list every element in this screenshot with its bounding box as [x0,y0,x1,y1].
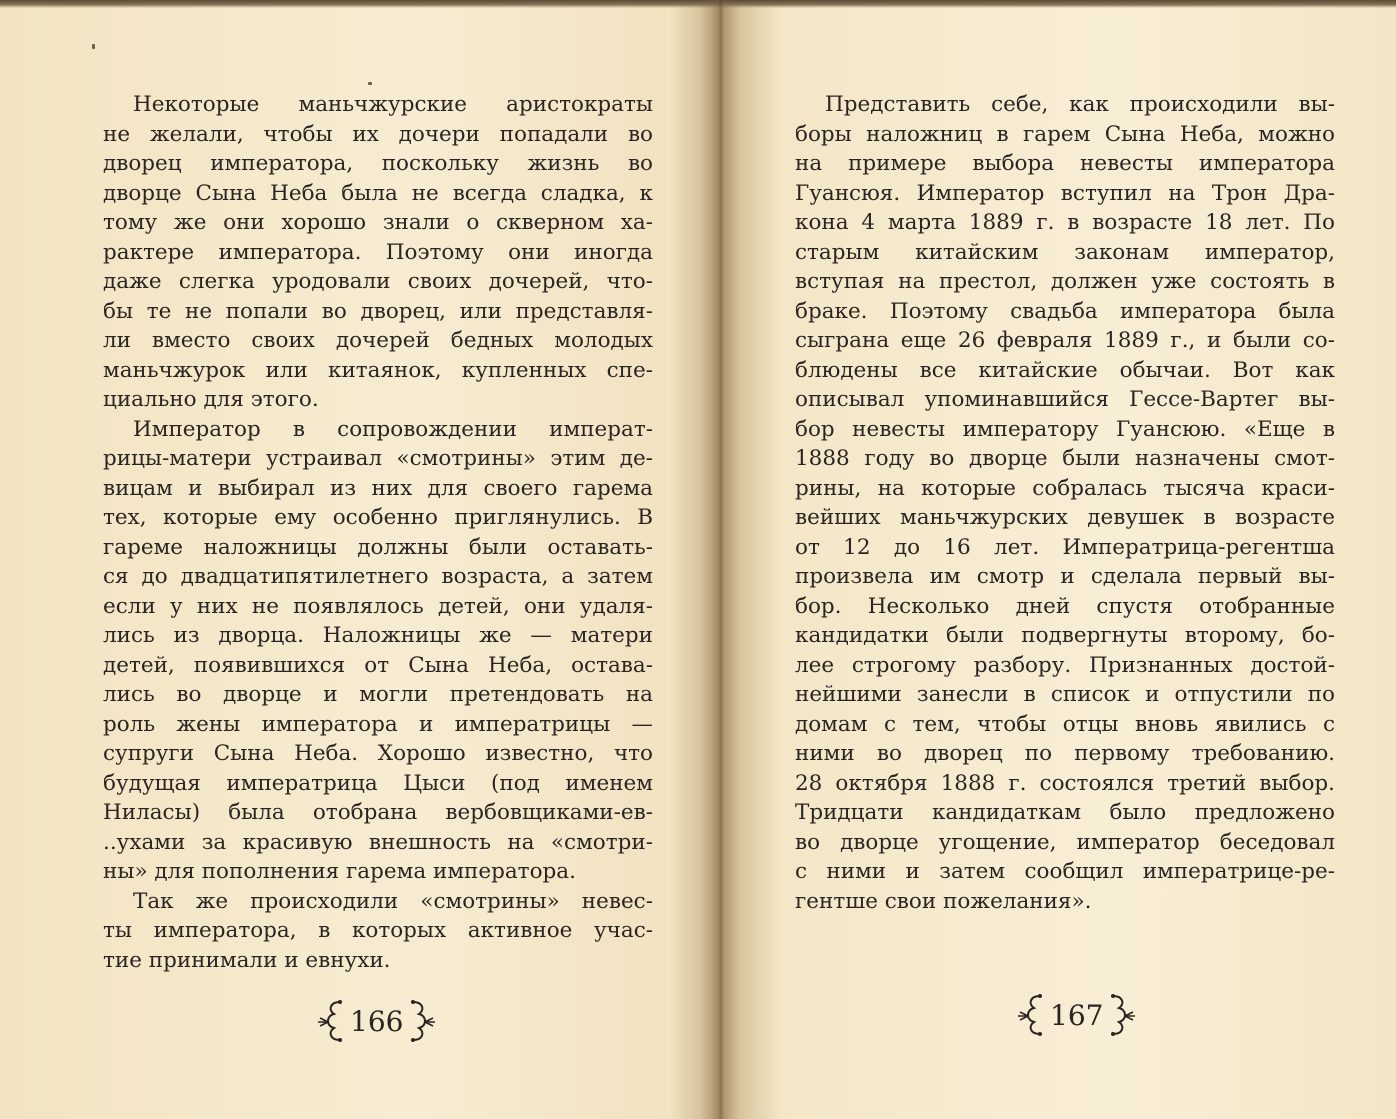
text-line: лее строгому разбору. Признанных достой- [795,652,1335,678]
text-line: описывал упоминавшийся Гессе-Вартег вы- [795,387,1335,412]
text-line: рактере императора. Поэтому они иногда [103,239,653,265]
text-line: рины, на которые собралась тысяча краси- [795,475,1335,501]
text-line: бор. Несколько дней спустя отобранные [795,593,1335,619]
right-page-text [795,90,1335,916]
text-line: лись во дворце и могли претендовать на [103,682,653,707]
ornament-left-icon [1016,990,1044,1040]
text-line: на примере выбора невесты императора [795,151,1335,176]
text-line: Император в сопровождении императ- [133,416,653,442]
text-line: супруги Сына Неба. Хорошо известно, что [103,741,653,766]
text-line: нейшими занесли в список и отпустили по [795,682,1335,707]
left-page-text [103,90,653,975]
text-line: вступая на престол, должен уже состоять в [795,269,1335,294]
text-line: тех, которые ему особенно приглянулись. В [103,505,653,530]
text-line: тие принимали и евнухи. [103,947,391,973]
text-line: сыграна еще 26 февраля 1889 г., и были со- [795,328,1335,353]
text-line: бор невесты императору Гуансюю. «Еще в [795,416,1335,442]
text-line: домам с тем, чтобы отцы вновь явились с [795,711,1335,737]
text-line: боры наложниц в гарем Сына Неба, можно [795,121,1335,147]
text-line: от 12 до 16 лет. Императрица-регентша [795,534,1335,560]
text-line: во дворце угощение, император беседовал [795,829,1335,855]
text-line: если у них не появлялось детей, они удаля- [103,593,653,619]
text-line: произвела им смотр и сделала первый вы- [795,564,1335,589]
ornament-right-icon [409,996,437,1046]
text-line: дворце Сына Неба была не всегда сладка, к [103,180,653,206]
text-line: старым китайским законам император, [795,239,1335,265]
text-line: ся до двадцатипятилетнего возраста, а затем [103,564,653,589]
text-line: ..ухами за красивую внешность на «смотри- [103,829,653,855]
ornament-left-icon [316,996,344,1046]
text-line: 28 октября 1888 г. состоялся третий выбор. [795,770,1335,796]
text-line: гареме наложницы должны были оставать- [103,534,653,560]
text-line: вицам и выбирал из них для своего гарема [103,475,653,501]
text-line: роль жены императора и императрицы — [103,711,653,737]
text-line: Так же происходили «смотрины» невес- [133,888,653,914]
text-line: ли вместо своих дочерей бедных молодых [103,328,653,353]
text-line: 1888 году во дворце были назначены смот- [795,446,1335,471]
text-line: кандидатки были подвергнуты второму, бо- [795,623,1335,648]
text-line: циально для этого. [103,387,319,412]
text-line: блюдены все китайские обычаи. Вот как [795,357,1335,383]
text-line: детей, появившихся от Сына Неба, остава- [103,652,653,678]
text-line: ними во дворец по первому требованию. [795,741,1335,766]
text-line: ны» для пополнения гарема императора. [103,859,576,884]
text-line: лись из дворца. Наложницы же — матери [103,623,653,648]
text-line: Ниласы) была отобрана вербовщиками-ев- [103,800,653,825]
text-line: рицы-матери устраивал «смотрины» этим де- [103,446,653,471]
text-line: браке. Поэтому свадьба императора была [795,298,1335,324]
text-line: вейших маньчжурских девушек в возрасте [795,505,1335,530]
text-line: не желали, чтобы их дочери попадали во [103,121,653,147]
text-line: Гуансюя. Император вступил на Трон Дра- [795,180,1335,206]
text-line: кона 4 марта 1889 г. в возрасте 18 лет. По [795,210,1335,235]
text-line: дворец императора, поскольку жизнь во [103,151,653,176]
page-number-right [1016,990,1137,1040]
page-number: 167 [1050,998,1104,1032]
ornament-right-icon [1109,990,1137,1040]
text-line: гентше свои пожелания». [795,888,1092,914]
text-line: ты императора, в которых активное учас- [103,918,653,943]
page-number-left [316,996,437,1046]
text-line: даже слегка уродовали своих дочерей, что- [103,269,653,294]
page-number: 166 [350,1004,404,1038]
text-line: Некоторые маньчжурские аристократы [133,92,653,117]
text-line: бы те не попали во дворец, или представля- [103,298,653,324]
text-line: Тридцати кандидаткам было предложено [795,800,1335,825]
text-line: маньчжурок или китаянок, купленных спе- [103,357,653,383]
text-line: Представить себе, как происходили вы- [825,92,1335,117]
text-line: будущая императрица Цыси (под именем [103,770,653,796]
text-line: с ними и затем сообщил императрице-ре- [795,859,1335,884]
text-line: тому же они хорошо знали о скверном ха- [103,210,653,235]
